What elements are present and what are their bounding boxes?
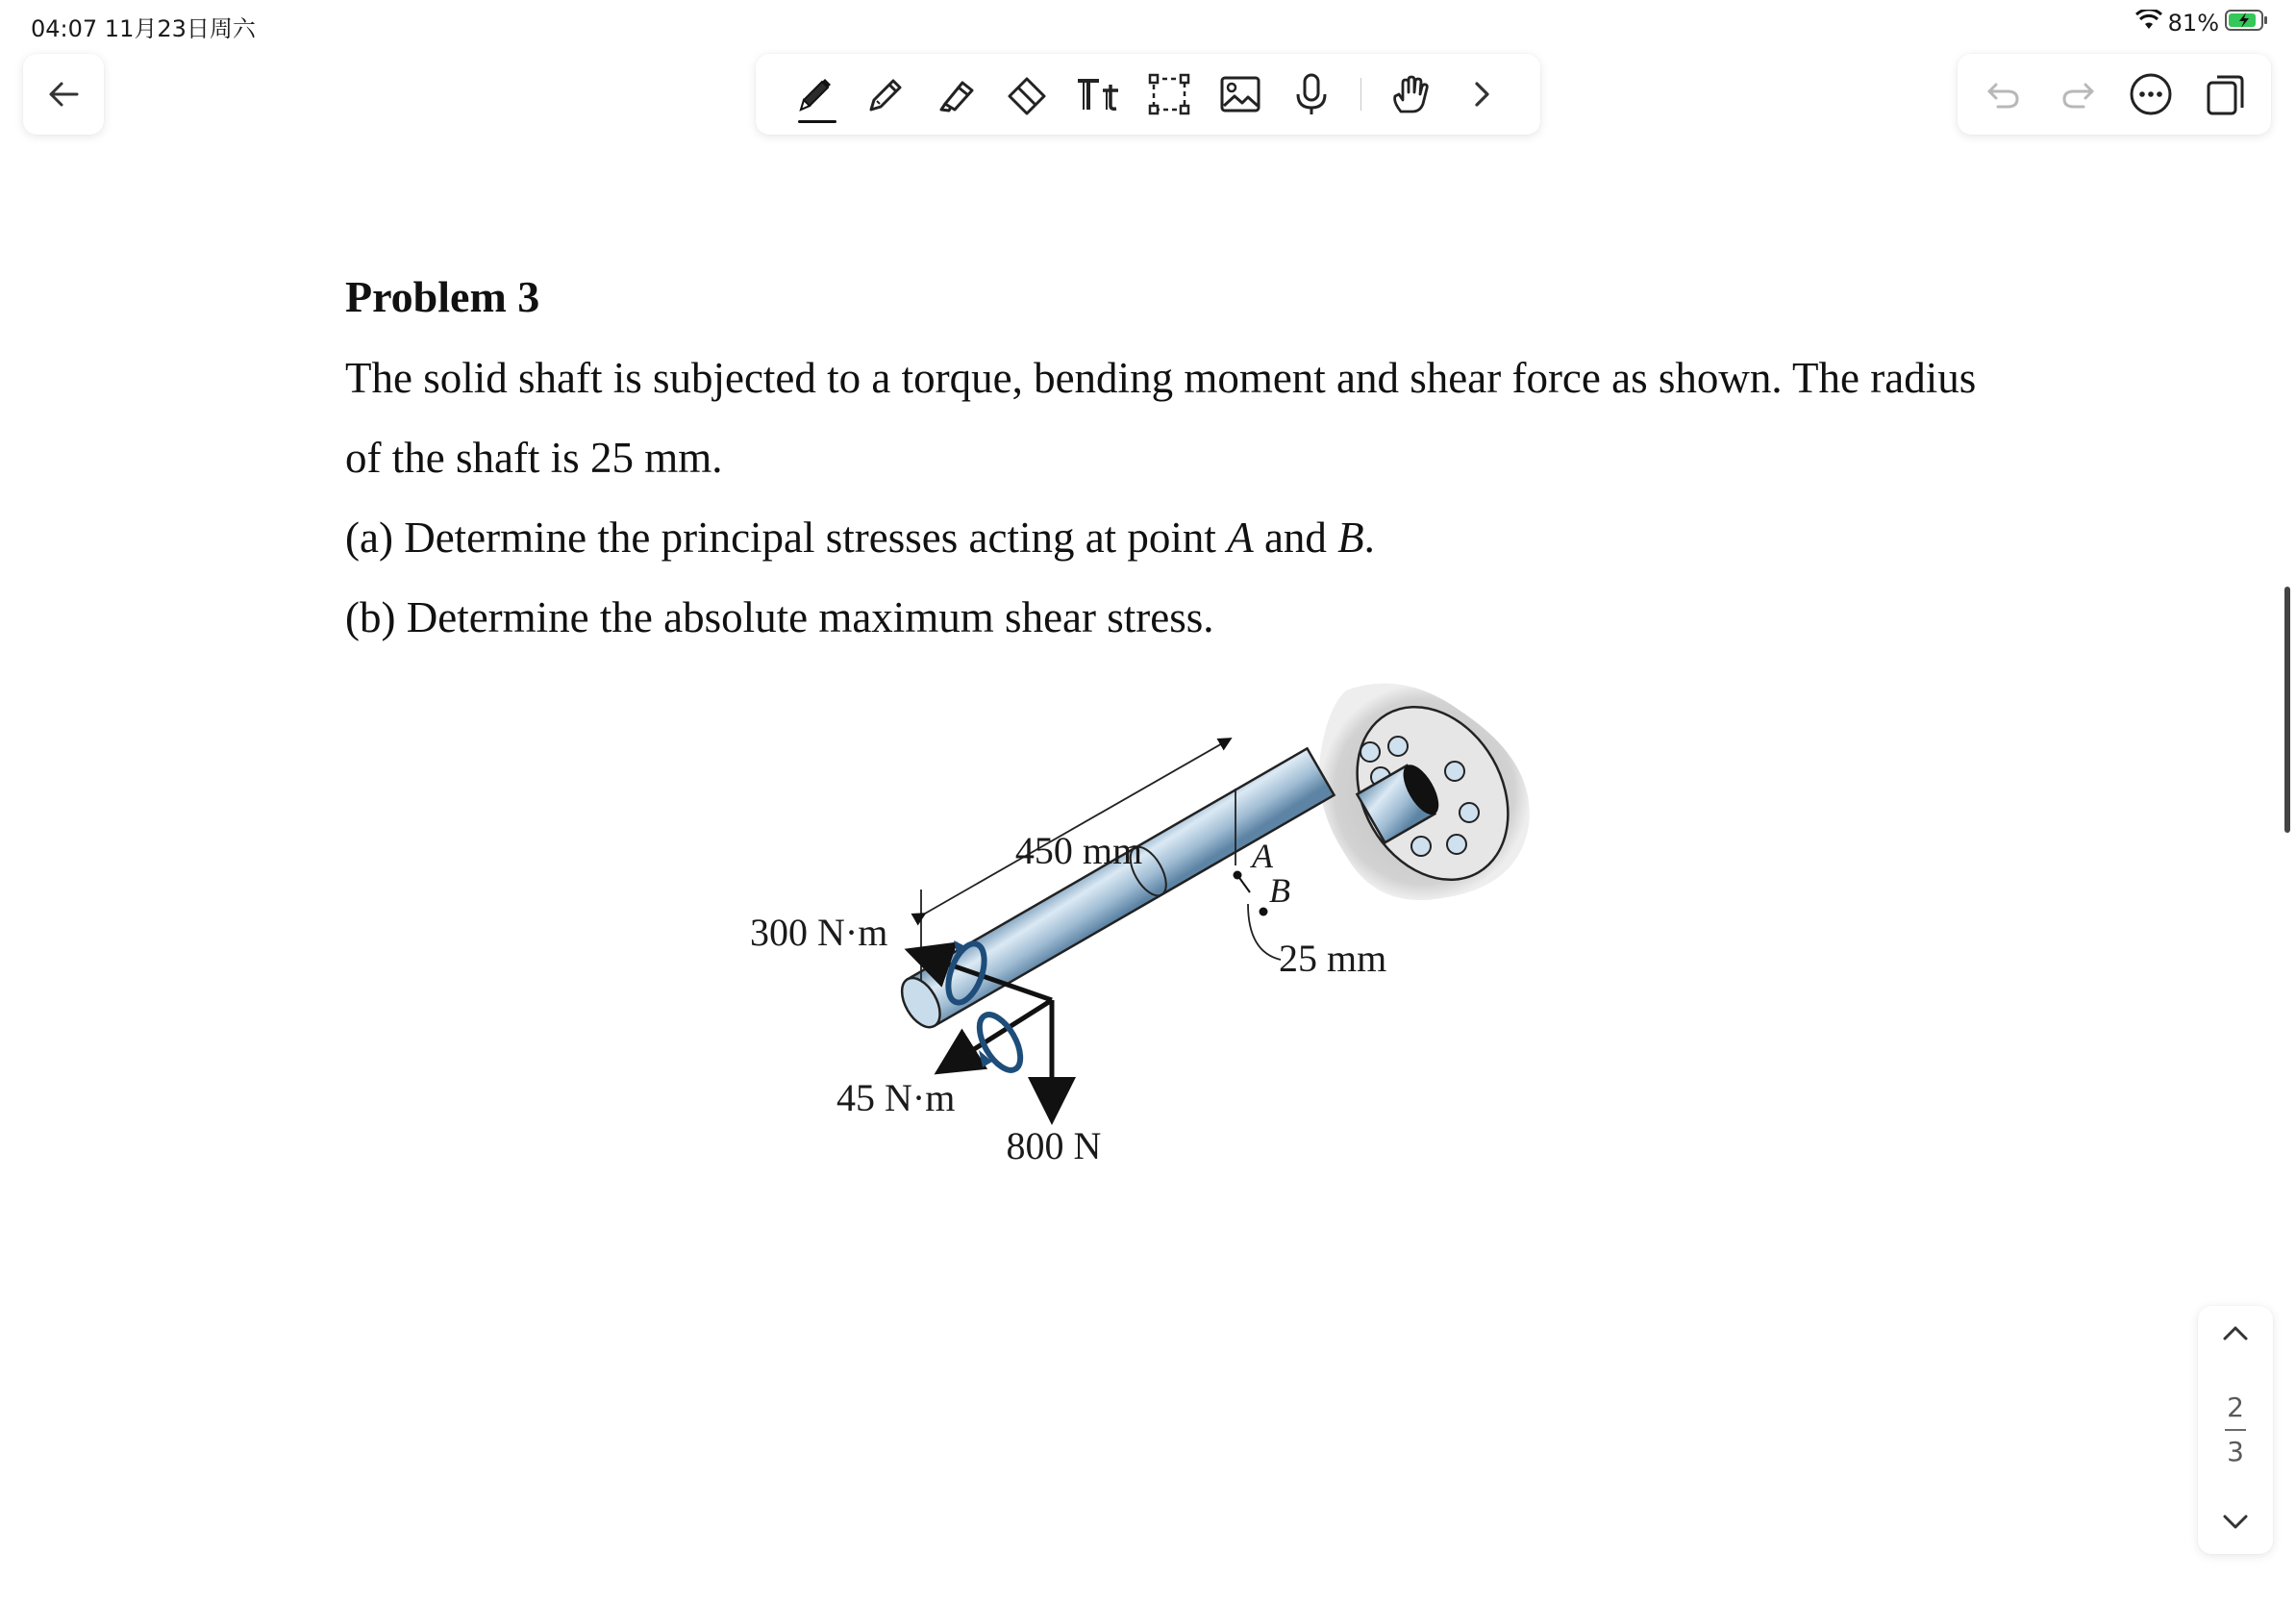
- battery-charging-icon: [2225, 9, 2269, 38]
- moment-label: 45 N·m: [836, 1076, 956, 1119]
- eraser-icon: [1004, 71, 1050, 117]
- text-icon: [1074, 71, 1122, 117]
- wifi-icon: [2135, 10, 2162, 37]
- scroll-indicator[interactable]: [2284, 587, 2290, 833]
- previous-page-button[interactable]: [2221, 1323, 2250, 1347]
- hand-tool-button[interactable]: [1375, 54, 1446, 135]
- redo-icon: [2059, 77, 2097, 112]
- back-button[interactable]: [23, 54, 104, 135]
- page-divider: [2225, 1429, 2246, 1431]
- pen-icon: [791, 71, 837, 117]
- lasso-tool-button[interactable]: [1134, 54, 1205, 135]
- undo-button[interactable]: [1973, 63, 2034, 125]
- pencil-tool-button[interactable]: [850, 54, 921, 135]
- more-tools-button[interactable]: [1446, 54, 1517, 135]
- pages-button[interactable]: [2194, 63, 2256, 125]
- image-icon: [1217, 71, 1263, 117]
- problem-title: Problem 3: [345, 272, 540, 321]
- microphone-icon: [1288, 71, 1335, 117]
- status-indicators: [2135, 9, 2269, 38]
- next-page-button[interactable]: [2221, 1513, 2250, 1537]
- lasso-select-icon: [1146, 71, 1192, 117]
- part-a: [345, 498, 2018, 578]
- force-label: 800 N: [1006, 1124, 1102, 1167]
- page-navigator: [2198, 1306, 2273, 1554]
- toolbar-divider: [1360, 78, 1362, 111]
- redo-button[interactable]: [2047, 63, 2109, 125]
- hand-icon: [1387, 71, 1434, 117]
- shaft: [894, 748, 1335, 1033]
- eraser-tool-button[interactable]: [991, 54, 1062, 135]
- part-a-and: and: [1253, 514, 1338, 562]
- image-tool-button[interactable]: [1205, 54, 1276, 135]
- ellipsis-circle-icon: [2129, 72, 2173, 116]
- microphone-tool-button[interactable]: [1276, 54, 1347, 135]
- chevron-down-icon: [2221, 1513, 2250, 1532]
- point-a-label: A: [1227, 514, 1254, 562]
- document-page: [345, 265, 2018, 658]
- status-time: 04:07 11月23日周六: [31, 15, 256, 42]
- pen-tool-button[interactable]: [779, 54, 850, 135]
- pencil-icon: [862, 71, 909, 117]
- part-b: (b) Determine the absolute maximum shear stress.: [345, 593, 1214, 641]
- part-a-period: .: [1363, 514, 1375, 562]
- document-actions: [1958, 54, 2271, 135]
- drawing-toolbar: [756, 54, 1540, 135]
- battery-percent: 81%: [2167, 10, 2219, 37]
- arrow-left-icon: [47, 80, 80, 109]
- figure-point-b: B: [1269, 871, 1290, 910]
- chevron-right-icon: [1468, 78, 1495, 111]
- current-page: 2: [2227, 1391, 2244, 1423]
- total-pages: 3: [2227, 1436, 2244, 1467]
- page-copy-icon: [2204, 71, 2246, 117]
- length-label: 450 mm: [1014, 829, 1143, 872]
- part-a-text: (a) Determine the principal stresses acting at point: [345, 514, 1228, 562]
- highlighter-icon: [934, 71, 980, 117]
- page-indicator: [2225, 1392, 2246, 1467]
- text-tool-button[interactable]: [1062, 54, 1134, 135]
- figure-point-a: A: [1252, 837, 1273, 875]
- point-b-label: B: [1337, 514, 1364, 562]
- torque-label: 300 N·m: [750, 911, 888, 954]
- highlighter-tool-button[interactable]: [921, 54, 992, 135]
- point-b-marker: [1260, 908, 1268, 916]
- problem-intro: The solid shaft is subjected to a torque, bending moment and shear force as shown. The radius of the shaft is 25 mm.: [345, 354, 1977, 482]
- chevron-up-icon: [2221, 1323, 2250, 1342]
- undo-icon: [1984, 77, 2023, 112]
- radius-label: 25 mm: [1279, 937, 1387, 980]
- more-options-button[interactable]: [2120, 63, 2182, 125]
- shaft-figure: [731, 673, 1558, 1173]
- radius-line: [1237, 875, 1250, 892]
